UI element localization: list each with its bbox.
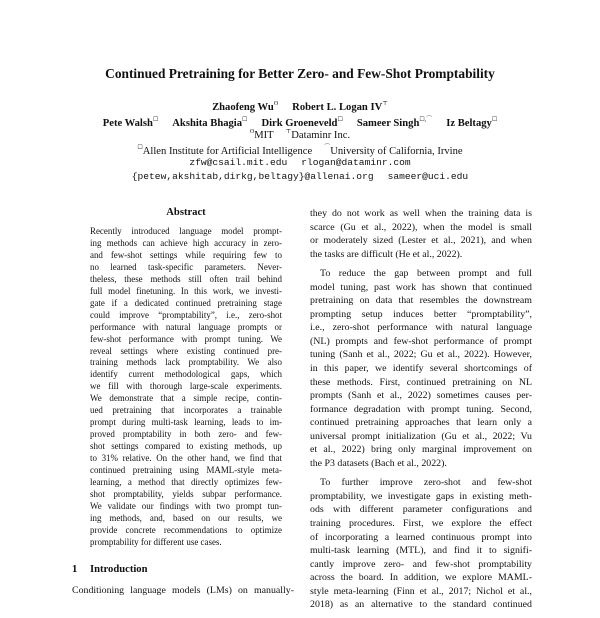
text-line: prompts (Sanh et al., 2022) sometimes causes per- [310, 390, 532, 402]
affiliation-line-2 [0, 142, 600, 157]
text-line: and few-shot settings while requiring few to [90, 249, 282, 260]
affiliation-mark: ʘ [249, 129, 255, 135]
text-line: universal prompt initialization (Gu et al., 2022; Vu [310, 430, 532, 442]
author-mark: ☐ [491, 117, 498, 123]
text-line: To reduce the gap between prompt and full [320, 268, 532, 280]
paragraph [310, 267, 532, 470]
author-name: Akshita Bhagia [172, 118, 243, 129]
right-column [310, 207, 532, 618]
text-line: continued pretraining approaches that learn only a [310, 417, 532, 429]
text-line: We validate our findings with two prompt tun- [90, 500, 282, 511]
affiliation-mark: ⊤ [285, 129, 292, 135]
affiliation-line-1 [0, 128, 600, 141]
affiliation-name: Dataminr Inc. [291, 130, 351, 141]
author-mark: ☐ [242, 117, 248, 123]
text-line: or moderately sized (Lester et al., 2021), and when [310, 235, 532, 247]
text-line: ing methods, and, based on our results, we [90, 512, 282, 523]
text-line: training methods lack promptability. We also [90, 357, 282, 368]
text-line: the tasks are difficult (He et al., 2022). [310, 248, 463, 260]
text-line: Recently introduced language model prompt- [90, 226, 282, 236]
author-mark: ☐ [337, 117, 343, 123]
abstract-body [90, 226, 282, 549]
text-line: pretraining on data that resembles the downstream [310, 295, 532, 307]
text-line: i.e., zero-shot performance with natural language [310, 322, 532, 334]
author-mark: ⊤ [382, 101, 388, 107]
text-line: tuning (Sanh et al., 2022; Gu et al., 2022). However, [310, 349, 532, 361]
author-email: zfw@csail.mit.edu [189, 157, 288, 168]
affiliation-name: University of California, Irvine [330, 146, 463, 157]
text-line: learning, a method that directly optimizes few- [90, 477, 282, 488]
text-line: provide concrete recommendations to optimize [90, 524, 282, 535]
affiliation-name: MIT [254, 130, 274, 141]
author-email: sameer@uci.edu [387, 171, 469, 182]
text-line: (NL) prompts and few-shot performance of prompt [310, 335, 532, 347]
text-line: theless, these methods still often trail behind [90, 273, 282, 284]
author-name: Sameer Singh [356, 118, 420, 129]
text-line: shot settings compared to existing methods, up [90, 441, 282, 452]
email-line-1 [0, 157, 600, 168]
author-name: Pete Walsh [102, 118, 153, 129]
text-line: 2018) as an alternative to the standard continued [310, 599, 532, 611]
author-name: Robert L. Logan IV [292, 102, 383, 113]
text-line: ods with different parameter configurations and [310, 504, 532, 516]
author-email: {petew,akshitab,dirkg,beltagy}@allenai.org [131, 171, 374, 182]
author-name: Zhaofeng Wu [212, 102, 274, 113]
text-line: they do not work as well when the training data is [310, 208, 532, 219]
text-line: full model finetuning. In this work, we investi- [90, 285, 282, 296]
text-line: style meta-learning (Finn et al., 2017; Nichol et al., [310, 585, 532, 597]
text-line: cantly improve zero- and few-shot promptability [310, 558, 532, 570]
text-line: across the board. In addition, we explore MAML- [310, 572, 532, 584]
text-line: of incorporating a learned continuous prompt into [310, 531, 532, 543]
text-line: formance degradation with prompt tuning. Second, [310, 403, 532, 415]
text-line: We demonstrate that a simple recipe, contin- [90, 393, 282, 404]
text-line: ued pretraining that incorporates a trainable [90, 405, 282, 416]
author-line-2 [0, 114, 600, 129]
paper-title: Continued Pretraining for Better Zero- and Few-Shot Promptability [105, 66, 495, 81]
affiliation-mark: ☐ [137, 145, 143, 151]
author-name: Dirk Groeneveld [261, 118, 338, 129]
author-name: Iz Beltagy [446, 118, 492, 129]
author-mark: ☐,⌒ [419, 117, 433, 123]
text-line: prompting setup induces better “promptability”, [310, 308, 532, 320]
text-line: the P3 datasets (Bach et al., 2022). [310, 457, 447, 469]
text-line: gate if a dedicated continued pretraining stage [90, 297, 282, 308]
affiliation-name: Allen Institute for Artificial Intelligence [142, 146, 313, 157]
email-line-2 [0, 171, 600, 182]
text-line: shot promptability, yields subpar performance. [90, 488, 282, 499]
section-heading [72, 564, 148, 575]
text-line: identify current methodological gaps, which [90, 369, 282, 380]
text-line: reveal settings where existing continued pre- [90, 345, 282, 356]
text-line: promptability for different use cases. [90, 536, 222, 547]
author-email: rlogan@dataminr.com [301, 157, 411, 168]
text-line: promptability, we investigate gaps in existing meth- [310, 490, 532, 502]
abstract-heading: Abstract [166, 207, 206, 218]
text-line: et al., 2022) bring only marginal improvement on [310, 444, 532, 456]
text-line: could improve “promptability”, i.e., zero-shot [90, 309, 282, 320]
text-line: prompt during multi-task learning, leads to im- [90, 417, 282, 428]
text-line: To further improve zero-shot and few-shot [320, 477, 532, 489]
text-line: we fill with thorough large-scale experiments. [90, 381, 282, 392]
text-line: these methods. First, continued pretraining on NL [310, 376, 532, 388]
text-line: proved promptability in both zero- and few- [90, 429, 282, 440]
text-line: multi-task learning (MTL), and find it to signifi- [310, 545, 532, 557]
text-line: in this paper, we identify several shortcomings of [310, 363, 532, 375]
section-number: 1 [72, 564, 78, 575]
text-line: model tuning, past work has shown that continued [310, 281, 532, 293]
affiliation-mark: ⌒ [324, 145, 331, 151]
paragraph [310, 207, 532, 261]
intro-body [72, 584, 294, 598]
author-mark: ☐ [152, 117, 159, 123]
text-line: Conditioning language models (LMs) on manually- [72, 585, 294, 596]
text-line: few-shot performance with prompt tuning. We [90, 333, 282, 344]
text-line: ing methods can achieve high accuracy in zero- [90, 237, 282, 248]
text-line: training procedures. First, we explore the effect [310, 518, 532, 530]
text-line: continued pretraining using MAML-style meta- [90, 465, 282, 476]
section-title: Introduction [90, 564, 148, 575]
author-mark: ʘ [273, 101, 279, 107]
text-line: to 31% relative. On the other hand, we find that [90, 453, 282, 464]
paragraph [310, 476, 532, 611]
text-line: performance with natural language prompts or [90, 321, 282, 332]
text-line: no learned task-specific parameters. Never- [90, 261, 282, 272]
author-line-1 [0, 100, 600, 113]
text-line: scarce (Gu et al., 2022), when the model is small [310, 221, 532, 233]
